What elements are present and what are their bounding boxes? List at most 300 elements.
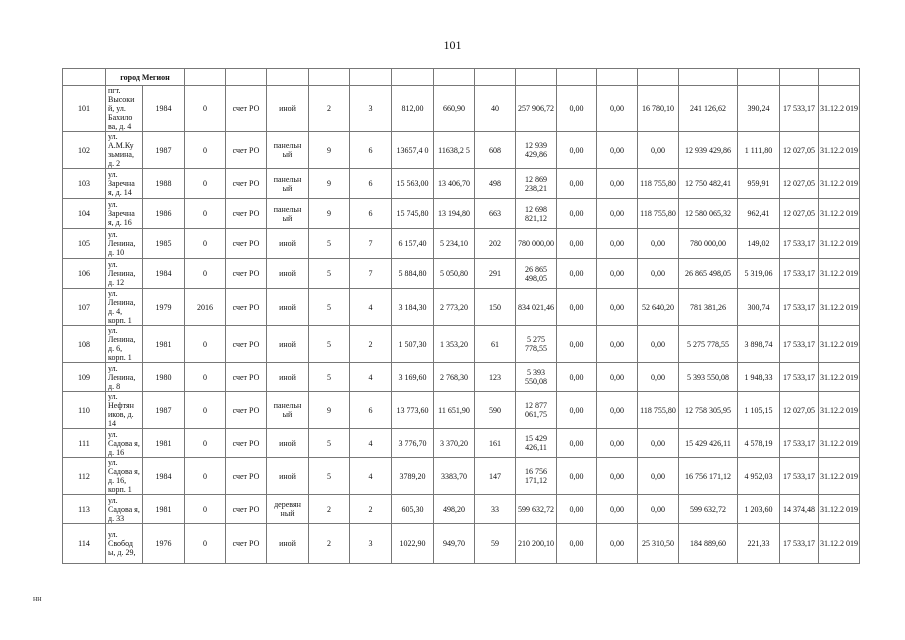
table-row [63, 363, 860, 392]
living-area: 11638,2 5 [434, 132, 475, 169]
cost-cell: 0,00 [597, 524, 638, 564]
deadline-date: 31.12.2 019 [819, 458, 860, 495]
header-cell [63, 69, 106, 86]
year-renovated: 0 [185, 259, 226, 289]
residents-count: 608 [475, 132, 516, 169]
wall-material: иной [267, 289, 309, 326]
limit-cost: 17 533,17 [780, 289, 819, 326]
floors-count: 2 [309, 495, 350, 524]
total-cost: 12 698 821,12 [516, 199, 557, 229]
row-number: 107 [63, 289, 106, 326]
entrances-count: 6 [350, 132, 392, 169]
cost-cell: 0,00 [597, 86, 638, 132]
fund-method: счет РО [226, 132, 267, 169]
year-built: 1984 [143, 458, 185, 495]
header-cell [185, 69, 226, 86]
entrances-count: 4 [350, 458, 392, 495]
total-cost: 5 393 550,08 [516, 363, 557, 392]
unit-cost: 221,33 [738, 524, 780, 564]
deadline-date: 31.12.2 019 [819, 363, 860, 392]
header-cell [350, 69, 392, 86]
address-cell: пгт. Высоки й, ул. Бахило ва, д. 4 [106, 86, 143, 132]
cost-cell: 0,00 [557, 289, 597, 326]
residents-count: 59 [475, 524, 516, 564]
row-number: 105 [63, 229, 106, 259]
cost-cell: 0,00 [597, 429, 638, 458]
row-number: 106 [63, 259, 106, 289]
header-cell [267, 69, 309, 86]
deadline-date: 31.12.2 019 [819, 326, 860, 363]
cost-cell: 0,00 [597, 326, 638, 363]
address-cell: ул. Ленина, д. 10 [106, 229, 143, 259]
limit-cost: 17 533,17 [780, 363, 819, 392]
living-area: 13 194,80 [434, 199, 475, 229]
living-area: 5 050,80 [434, 259, 475, 289]
wall-material: иной [267, 524, 309, 564]
cost-cell: 0,00 [638, 229, 679, 259]
table-row [63, 392, 860, 429]
deadline-date: 31.12.2 019 [819, 86, 860, 132]
floors-count: 9 [309, 392, 350, 429]
year-built: 1988 [143, 169, 185, 199]
header-cell [226, 69, 267, 86]
year-renovated: 0 [185, 458, 226, 495]
header-cell [392, 69, 434, 86]
address-cell: ул. Садова я, д. 16 [106, 429, 143, 458]
cost-cell: 15 429 426,11 [679, 429, 738, 458]
table-row [63, 259, 860, 289]
entrances-count: 3 [350, 524, 392, 564]
cost-cell: 25 310,50 [638, 524, 679, 564]
residents-count: 40 [475, 86, 516, 132]
cost-cell: 0,00 [557, 229, 597, 259]
year-built: 1981 [143, 495, 185, 524]
year-renovated: 0 [185, 363, 226, 392]
year-built: 1986 [143, 199, 185, 229]
total-cost: 15 429 426,11 [516, 429, 557, 458]
wall-material: деревян ный [267, 495, 309, 524]
cost-cell: 0,00 [597, 229, 638, 259]
year-built: 1984 [143, 259, 185, 289]
cost-cell: 0,00 [557, 169, 597, 199]
cost-cell: 26 865 498,05 [679, 259, 738, 289]
cost-cell: 0,00 [638, 132, 679, 169]
floors-count: 5 [309, 326, 350, 363]
table-row [63, 289, 860, 326]
table-row [63, 169, 860, 199]
floors-count: 9 [309, 199, 350, 229]
entrances-count: 2 [350, 326, 392, 363]
living-area: 11 651,90 [434, 392, 475, 429]
cost-cell: 0,00 [597, 392, 638, 429]
cost-cell: 0,00 [557, 524, 597, 564]
cost-cell: 0,00 [557, 392, 597, 429]
page-number: 101 [443, 38, 462, 52]
footer-note: нн [33, 594, 42, 603]
total-cost: 26 865 498,05 [516, 259, 557, 289]
cost-cell: 0,00 [557, 259, 597, 289]
row-number: 103 [63, 169, 106, 199]
unit-cost: 149,02 [738, 229, 780, 259]
wall-material: панельн ый [267, 132, 309, 169]
total-cost: 12 877 061,75 [516, 392, 557, 429]
floors-count: 5 [309, 458, 350, 495]
cost-cell: 0,00 [597, 169, 638, 199]
cost-cell: 0,00 [638, 363, 679, 392]
row-number: 101 [63, 86, 106, 132]
total-area: 1022,90 [392, 524, 434, 564]
total-area: 6 157,40 [392, 229, 434, 259]
unit-cost: 5 319,06 [738, 259, 780, 289]
year-renovated: 0 [185, 132, 226, 169]
floors-count: 9 [309, 169, 350, 199]
row-number: 113 [63, 495, 106, 524]
limit-cost: 14 374,48 [780, 495, 819, 524]
total-cost: 834 021,46 [516, 289, 557, 326]
table-header-row [63, 69, 860, 86]
year-renovated: 0 [185, 199, 226, 229]
floors-count: 5 [309, 429, 350, 458]
deadline-date: 31.12.2 019 [819, 259, 860, 289]
row-number: 104 [63, 199, 106, 229]
entrances-count: 4 [350, 363, 392, 392]
wall-material: иной [267, 429, 309, 458]
address-cell: ул. Садова я, д. 33 [106, 495, 143, 524]
total-cost: 5 275 778,55 [516, 326, 557, 363]
cost-cell: 0,00 [597, 289, 638, 326]
living-area: 1 353,20 [434, 326, 475, 363]
address-cell: ул. Садова я, д. 16, корп. 1 [106, 458, 143, 495]
wall-material: иной [267, 86, 309, 132]
cost-cell: 118 755,80 [638, 169, 679, 199]
year-renovated: 0 [185, 429, 226, 458]
entrances-count: 7 [350, 259, 392, 289]
year-built: 1984 [143, 86, 185, 132]
row-number: 102 [63, 132, 106, 169]
total-cost: 257 906,72 [516, 86, 557, 132]
entrances-count: 4 [350, 289, 392, 326]
limit-cost: 17 533,17 [780, 86, 819, 132]
cost-cell: 0,00 [557, 132, 597, 169]
total-cost: 599 632,72 [516, 495, 557, 524]
living-area: 949,70 [434, 524, 475, 564]
entrances-count: 4 [350, 429, 392, 458]
floors-count: 5 [309, 289, 350, 326]
address-cell: ул. Ленина, д. 4, корп. 1 [106, 289, 143, 326]
cost-cell: 0,00 [557, 199, 597, 229]
cost-cell: 52 640,20 [638, 289, 679, 326]
living-area: 13 406,70 [434, 169, 475, 199]
table-row [63, 86, 860, 132]
wall-material: иной [267, 363, 309, 392]
fund-method: счет РО [226, 458, 267, 495]
fund-method: счет РО [226, 392, 267, 429]
unit-cost: 300,74 [738, 289, 780, 326]
cost-cell: 118 755,80 [638, 199, 679, 229]
residents-count: 123 [475, 363, 516, 392]
limit-cost: 12 027,05 [780, 199, 819, 229]
year-built: 1987 [143, 132, 185, 169]
living-area: 3383,70 [434, 458, 475, 495]
header-cell [819, 69, 860, 86]
limit-cost: 17 533,17 [780, 429, 819, 458]
deadline-date: 31.12.2 019 [819, 392, 860, 429]
residents-count: 161 [475, 429, 516, 458]
year-renovated: 0 [185, 229, 226, 259]
header-cell [738, 69, 780, 86]
cost-cell: 0,00 [597, 199, 638, 229]
wall-material: иной [267, 229, 309, 259]
deadline-date: 31.12.2 019 [819, 132, 860, 169]
limit-cost: 12 027,05 [780, 392, 819, 429]
entrances-count: 6 [350, 199, 392, 229]
floors-count: 2 [309, 524, 350, 564]
cost-cell: 781 381,26 [679, 289, 738, 326]
deadline-date: 31.12.2 019 [819, 229, 860, 259]
fund-method: счет РО [226, 199, 267, 229]
row-number: 114 [63, 524, 106, 564]
fund-method: счет РО [226, 495, 267, 524]
wall-material: иной [267, 458, 309, 495]
fund-method: счет РО [226, 429, 267, 458]
cost-cell: 12 758 305,95 [679, 392, 738, 429]
fund-method: счет РО [226, 524, 267, 564]
fund-method: счет РО [226, 86, 267, 132]
floors-count: 5 [309, 259, 350, 289]
total-area: 13 773,60 [392, 392, 434, 429]
residents-count: 498 [475, 169, 516, 199]
total-cost: 12 869 238,21 [516, 169, 557, 199]
cost-cell: 12 580 065,32 [679, 199, 738, 229]
year-renovated: 2016 [185, 289, 226, 326]
row-number: 108 [63, 326, 106, 363]
cost-cell: 0,00 [597, 363, 638, 392]
table-row [63, 495, 860, 524]
cost-cell: 0,00 [557, 363, 597, 392]
living-area: 3 370,20 [434, 429, 475, 458]
floors-count: 9 [309, 132, 350, 169]
residents-count: 202 [475, 229, 516, 259]
year-renovated: 0 [185, 392, 226, 429]
year-built: 1976 [143, 524, 185, 564]
residents-count: 291 [475, 259, 516, 289]
unit-cost: 3 898,74 [738, 326, 780, 363]
residents-count: 663 [475, 199, 516, 229]
cost-cell: 0,00 [557, 495, 597, 524]
deadline-date: 31.12.2 019 [819, 169, 860, 199]
unit-cost: 390,24 [738, 86, 780, 132]
unit-cost: 4 952,03 [738, 458, 780, 495]
limit-cost: 17 533,17 [780, 326, 819, 363]
living-area: 2 768,30 [434, 363, 475, 392]
unit-cost: 959,91 [738, 169, 780, 199]
cost-cell: 599 632,72 [679, 495, 738, 524]
cost-cell: 12 750 482,41 [679, 169, 738, 199]
total-area: 13657,4 0 [392, 132, 434, 169]
year-built: 1981 [143, 429, 185, 458]
row-number: 111 [63, 429, 106, 458]
cost-cell: 118 755,80 [638, 392, 679, 429]
entrances-count: 7 [350, 229, 392, 259]
floors-count: 5 [309, 363, 350, 392]
total-area: 15 563,00 [392, 169, 434, 199]
header-cell [679, 69, 738, 86]
cost-cell: 0,00 [638, 495, 679, 524]
header-cell [309, 69, 350, 86]
fund-method: счет РО [226, 289, 267, 326]
cost-cell: 5 275 778,55 [679, 326, 738, 363]
table-row [63, 524, 860, 564]
total-area: 3 184,30 [392, 289, 434, 326]
total-cost: 16 756 171,12 [516, 458, 557, 495]
living-area: 660,90 [434, 86, 475, 132]
cost-cell: 5 393 550,08 [679, 363, 738, 392]
header-cell [557, 69, 597, 86]
address-cell: ул. Свобод ы, д. 29, [106, 524, 143, 564]
cost-cell: 0,00 [557, 86, 597, 132]
table-row [63, 326, 860, 363]
fund-method: счет РО [226, 229, 267, 259]
unit-cost: 1 948,33 [738, 363, 780, 392]
living-area: 498,20 [434, 495, 475, 524]
table-row [63, 429, 860, 458]
year-renovated: 0 [185, 524, 226, 564]
address-cell: ул. Ленина, д. 8 [106, 363, 143, 392]
residents-count: 590 [475, 392, 516, 429]
deadline-date: 31.12.2 019 [819, 289, 860, 326]
total-cost: 12 939 429,86 [516, 132, 557, 169]
total-area: 3 169,60 [392, 363, 434, 392]
table-row [63, 199, 860, 229]
cost-cell: 16 756 171,12 [679, 458, 738, 495]
cost-cell: 0,00 [638, 326, 679, 363]
header-cell [638, 69, 679, 86]
header-cell [434, 69, 475, 86]
residents-count: 33 [475, 495, 516, 524]
cost-cell: 0,00 [597, 458, 638, 495]
total-area: 3 776,70 [392, 429, 434, 458]
cost-cell: 0,00 [557, 458, 597, 495]
deadline-date: 31.12.2 019 [819, 524, 860, 564]
year-built: 1981 [143, 326, 185, 363]
limit-cost: 17 533,17 [780, 229, 819, 259]
deadline-date: 31.12.2 019 [819, 429, 860, 458]
wall-material: панельн ый [267, 392, 309, 429]
total-area: 3789,20 [392, 458, 434, 495]
cost-cell: 0,00 [638, 259, 679, 289]
year-renovated: 0 [185, 169, 226, 199]
row-number: 110 [63, 392, 106, 429]
total-area: 1 507,30 [392, 326, 434, 363]
total-area: 812,00 [392, 86, 434, 132]
wall-material: иной [267, 259, 309, 289]
cost-cell: 780 000,00 [679, 229, 738, 259]
cost-cell: 12 939 429,86 [679, 132, 738, 169]
address-cell: ул. А.М.Ку зьмина, д. 2 [106, 132, 143, 169]
cost-cell: 184 889,60 [679, 524, 738, 564]
fund-method: счет РО [226, 169, 267, 199]
year-built: 1979 [143, 289, 185, 326]
row-number: 109 [63, 363, 106, 392]
fund-method: счет РО [226, 363, 267, 392]
deadline-date: 31.12.2 019 [819, 495, 860, 524]
entrances-count: 6 [350, 392, 392, 429]
row-number: 112 [63, 458, 106, 495]
wall-material: иной [267, 326, 309, 363]
address-cell: ул. Заречна я, д. 14 [106, 169, 143, 199]
year-renovated: 0 [185, 495, 226, 524]
unit-cost: 962,41 [738, 199, 780, 229]
cost-cell: 0,00 [597, 259, 638, 289]
limit-cost: 17 533,17 [780, 259, 819, 289]
entrances-count: 2 [350, 495, 392, 524]
total-area: 5 884,80 [392, 259, 434, 289]
table-row [63, 229, 860, 259]
cost-cell: 0,00 [597, 495, 638, 524]
limit-cost: 12 027,05 [780, 132, 819, 169]
total-cost: 210 200,10 [516, 524, 557, 564]
table-row [63, 132, 860, 169]
year-built: 1987 [143, 392, 185, 429]
cost-cell: 0,00 [557, 429, 597, 458]
housing-table [62, 68, 860, 564]
address-cell: ул. Нефтян иков, д. 14 [106, 392, 143, 429]
address-cell: ул. Заречна я, д. 16 [106, 199, 143, 229]
residents-count: 147 [475, 458, 516, 495]
residents-count: 61 [475, 326, 516, 363]
deadline-date: 31.12.2 019 [819, 199, 860, 229]
cost-cell: 0,00 [638, 458, 679, 495]
year-renovated: 0 [185, 86, 226, 132]
floors-count: 2 [309, 86, 350, 132]
header-cell [780, 69, 819, 86]
unit-cost: 4 578,19 [738, 429, 780, 458]
address-cell: ул. Ленина, д. 12 [106, 259, 143, 289]
wall-material: панельн ый [267, 169, 309, 199]
city-header: город Мегион [106, 69, 185, 86]
header-cell [597, 69, 638, 86]
total-area: 605,30 [392, 495, 434, 524]
header-cell [475, 69, 516, 86]
entrances-count: 3 [350, 86, 392, 132]
limit-cost: 17 533,17 [780, 524, 819, 564]
unit-cost: 1 111,80 [738, 132, 780, 169]
living-area: 2 773,20 [434, 289, 475, 326]
year-built: 1985 [143, 229, 185, 259]
cost-cell: 0,00 [638, 429, 679, 458]
wall-material: панельн ый [267, 199, 309, 229]
living-area: 5 234,10 [434, 229, 475, 259]
fund-method: счет РО [226, 259, 267, 289]
floors-count: 5 [309, 229, 350, 259]
cost-cell: 0,00 [597, 132, 638, 169]
year-renovated: 0 [185, 326, 226, 363]
unit-cost: 1 105,15 [738, 392, 780, 429]
total-area: 15 745,80 [392, 199, 434, 229]
limit-cost: 12 027,05 [780, 169, 819, 199]
year-built: 1980 [143, 363, 185, 392]
limit-cost: 17 533,17 [780, 458, 819, 495]
residents-count: 150 [475, 289, 516, 326]
fund-method: счет РО [226, 326, 267, 363]
address-cell: ул. Ленина, д. 6, корп. 1 [106, 326, 143, 363]
cost-cell: 16 780,10 [638, 86, 679, 132]
entrances-count: 6 [350, 169, 392, 199]
cost-cell: 0,00 [557, 326, 597, 363]
total-cost: 780 000,00 [516, 229, 557, 259]
header-cell [516, 69, 557, 86]
table-row [63, 458, 860, 495]
